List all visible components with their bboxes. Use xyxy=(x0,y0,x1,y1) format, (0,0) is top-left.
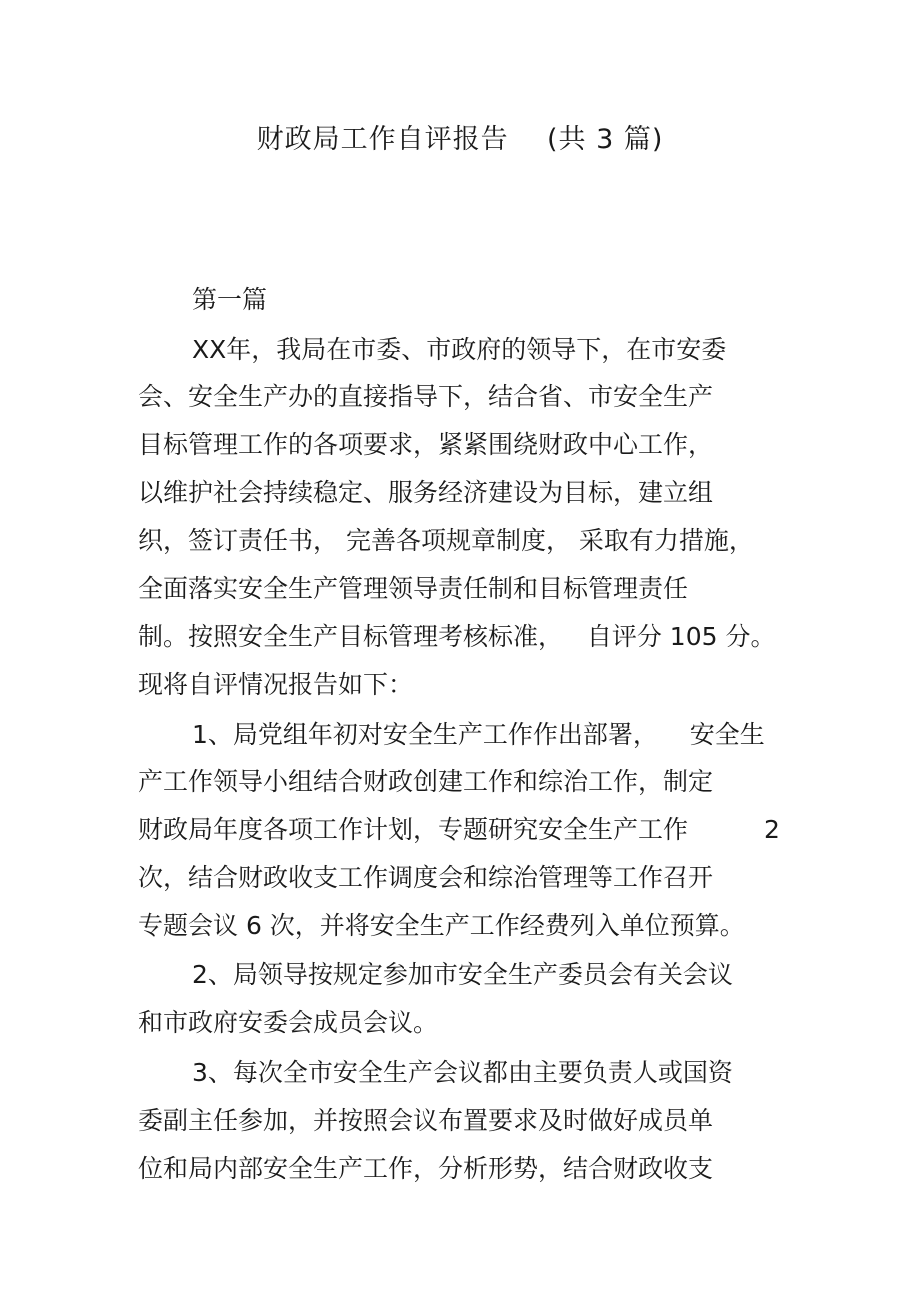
list-item-3-line: 3、每次全市安全生产会议都由主要负责人或国资 xyxy=(192,1058,733,1087)
paragraph-line: 会、安全生产办的直接指导下，结合省、市安全生产 xyxy=(138,382,714,411)
list-item-1-line: 1、局党组年初对安全生产工作作出部署， 安全生 xyxy=(192,720,765,749)
list-item-1-line: 财政局年度各项工作计划，专题研究安全生产工作 xyxy=(138,815,689,844)
paragraph-line: 织，签订责任书， 完善各项规章制度， 采取有力措施， xyxy=(138,526,754,555)
trailing-number: 2 xyxy=(764,815,780,844)
list-item-2-line: 和市政府安委会成员会议。 xyxy=(138,1008,439,1037)
list-item-3-line: 委副主任参加，并按照会议布置要求及时做好成员单 xyxy=(138,1106,714,1135)
document-title: 财政局工作自评报告 (共 3 篇) xyxy=(256,124,664,155)
paragraph-line: 制。按照安全生产目标管理考核标准， 自评分 105 分。 xyxy=(138,622,776,651)
paragraph-line: 目标管理工作的各项要求，紧紧围绕财政中心工作， xyxy=(138,430,714,459)
paragraph-line: 全面落实安全生产管理领导责任制和目标管理责任 xyxy=(138,574,689,603)
list-item-2-line: 2、局领导按规定参加市安全生产委员会有关会议 xyxy=(192,960,733,989)
list-item-3-line: 位和局内部安全生产工作，分析形势，结合财政收支 xyxy=(138,1154,714,1183)
list-item-1-line: 产工作领导小组结合财政创建工作和综治工作，制定 xyxy=(138,767,714,796)
paragraph-line: XX年，我局在市委、市政府的领导下，在市安委 xyxy=(192,335,727,364)
paragraph-line: 现将自评情况报告如下： xyxy=(138,670,414,699)
list-item-1-line: 专题会议 6 次，并将安全生产工作经费列入单位预算。 xyxy=(138,911,745,940)
list-item-1-line: 次，结合财政收支工作调度会和综治管理等工作召开 xyxy=(138,863,714,892)
section-heading: 第一篇 xyxy=(192,285,268,314)
paragraph-line: 以维护社会持续稳定、服务经济建设为目标，建立组 xyxy=(138,478,714,507)
